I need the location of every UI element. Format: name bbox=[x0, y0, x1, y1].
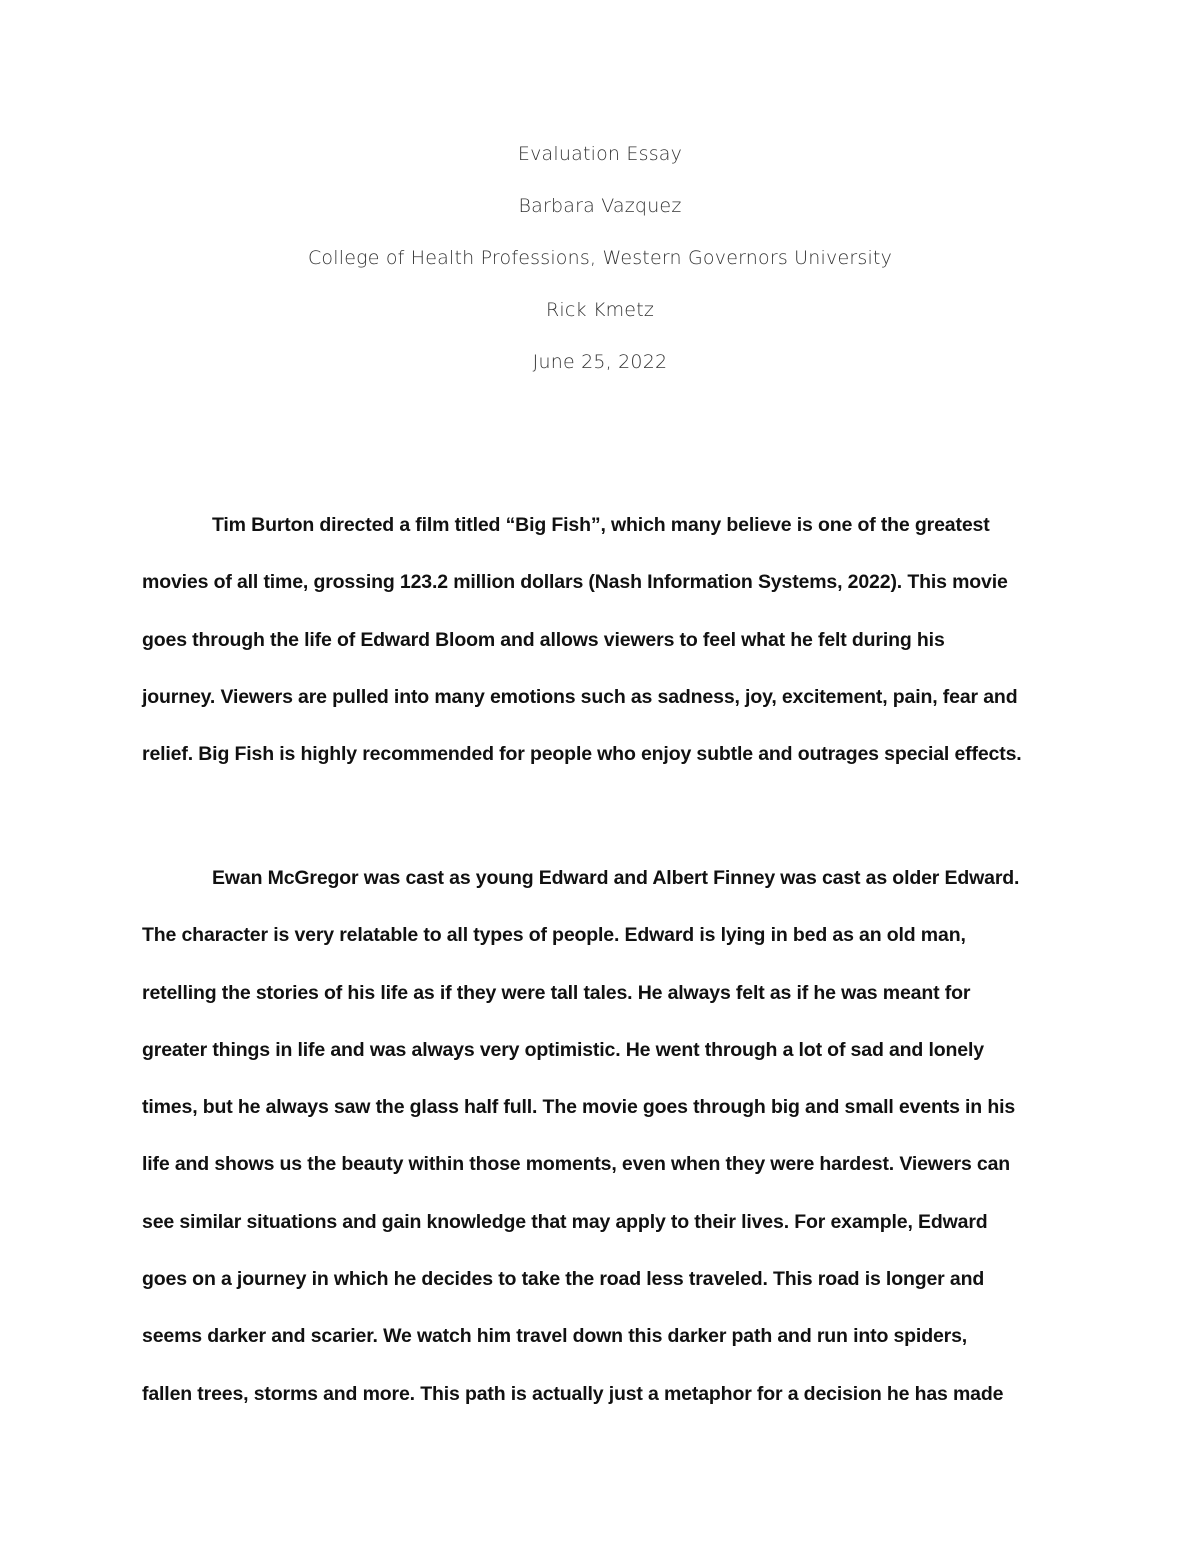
paragraph-line: movies of all time, grossing 123.2 million dollars (Nash Information Systems, 2022). This movie bbox=[142, 571, 1008, 594]
essay-title: Evaluation Essay bbox=[517, 143, 683, 165]
affiliation: College of Health Professions, Western Governors University bbox=[307, 247, 893, 269]
paragraph-line: life and shows us the beauty within those moments, even when they were hardest. Viewers can bbox=[142, 1153, 1011, 1176]
paragraph-line: Ewan McGregor was cast as young Edward and Albert Finney was cast as older Edward. bbox=[212, 867, 1020, 889]
paragraph-line: times, but he always saw the glass half full. The movie goes through big and small events in his bbox=[142, 1096, 1016, 1119]
paragraph-line: goes through the life of Edward Bloom and allows viewers to feel what he felt during his bbox=[142, 628, 945, 651]
title-page-block bbox=[0, 138, 1200, 398]
paragraph-line: retelling the stories of his life as if they were tall tales. He always felt as if he was meant for bbox=[142, 981, 971, 1004]
paragraph-line: journey. Viewers are pulled into many emotions such as sadness, joy, excitement, pain, fear and bbox=[142, 685, 1018, 708]
paragraph-line: seems darker and scarier. We watch him travel down this darker path and run into spiders, bbox=[142, 1325, 968, 1348]
paragraph-2 bbox=[142, 862, 1062, 1435]
paragraph-line: The character is very relatable to all types of people. Edward is lying in bed as an old man, bbox=[142, 924, 966, 947]
instructor-name: Rick Kmetz bbox=[545, 299, 655, 321]
paragraph-line: relief. Big Fish is highly recommended for people who enjoy subtle and outrages special effects. bbox=[142, 743, 1022, 766]
paragraph-line: Tim Burton directed a film titled “Big Fish”, which many believe is one of the greatest bbox=[212, 514, 990, 536]
paragraph-line: goes on a journey in which he decides to take the road less traveled. This road is longer and bbox=[142, 1268, 985, 1291]
paragraph-line: greater things in life and was always very optimistic. He went through a lot of sad and lonely bbox=[142, 1038, 984, 1061]
author-name: Barbara Vazquez bbox=[518, 195, 682, 217]
paragraph-line: see similar situations and gain knowledge that may apply to their lives. For example, Edward bbox=[142, 1210, 988, 1233]
essay-date: June 25, 2022 bbox=[532, 351, 668, 373]
paragraph-line: fallen trees, storms and more. This path is actually just a metaphor for a decision he has made bbox=[142, 1382, 1004, 1405]
paragraph-1 bbox=[142, 509, 1062, 795]
